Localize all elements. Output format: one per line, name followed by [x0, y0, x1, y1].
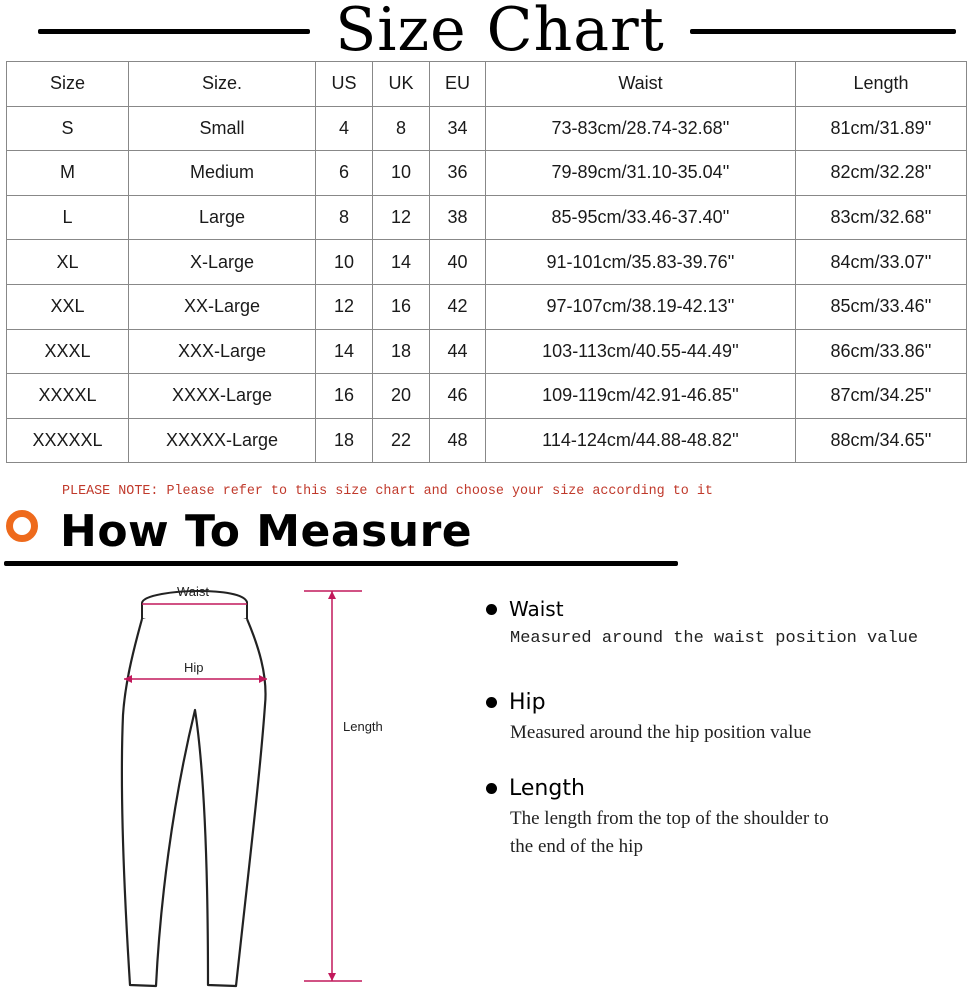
header-uk: UK	[373, 62, 430, 107]
diagram-label-length: Length	[343, 719, 383, 734]
cell-length: 88cm/34.65''	[796, 418, 967, 463]
cell-length: 84cm/33.07''	[796, 240, 967, 285]
header-waist: Waist	[486, 62, 796, 107]
cell-waist: 85-95cm/33.46-37.40''	[486, 195, 796, 240]
cell-size: L	[7, 195, 129, 240]
cell-eu: 34	[430, 106, 486, 151]
measure-name: Hip	[509, 690, 546, 715]
bullet-dot-icon	[486, 783, 497, 794]
cell-length: 82cm/32.28''	[796, 151, 967, 196]
length-arrow-top	[328, 591, 336, 599]
measure-item-waist	[486, 597, 956, 653]
bullet-dot-icon	[486, 697, 497, 708]
table-row	[7, 151, 967, 196]
table-row	[7, 284, 967, 329]
cell-us: 8	[316, 195, 373, 240]
cell-size: XXXXXL	[7, 418, 129, 463]
cell-size: XXXXL	[7, 374, 129, 419]
header-size-name: Size.	[129, 62, 316, 107]
cell-size: XXXL	[7, 329, 129, 374]
cell-us: 10	[316, 240, 373, 285]
title-rule-left	[38, 29, 310, 34]
cell-eu: 36	[430, 151, 486, 196]
cell-uk: 18	[373, 329, 430, 374]
table-row	[7, 195, 967, 240]
diagram-label-waist: Waist	[177, 584, 210, 599]
section-rule	[4, 561, 678, 566]
cell-us: 6	[316, 151, 373, 196]
cell-length: 85cm/33.46''	[796, 284, 967, 329]
size-chart-table	[6, 61, 967, 463]
cell-waist: 109-119cm/42.91-46.85''	[486, 374, 796, 419]
cell-uk: 22	[373, 418, 430, 463]
measure-description: Measured around the hip position value	[510, 722, 812, 743]
cell-length: 81cm/31.89''	[796, 106, 967, 151]
cell-eu: 48	[430, 418, 486, 463]
table-row	[7, 374, 967, 419]
cell-length: 83cm/32.68''	[796, 195, 967, 240]
cell-size-name: XX-Large	[129, 284, 316, 329]
cell-eu: 46	[430, 374, 486, 419]
cell-eu: 40	[430, 240, 486, 285]
cell-us: 12	[316, 284, 373, 329]
measure-description	[510, 805, 956, 861]
table-row	[7, 240, 967, 285]
orange-ring-icon	[6, 510, 38, 542]
cell-waist: 79-89cm/31.10-35.04''	[486, 151, 796, 196]
measure-name: Length	[509, 776, 585, 801]
cell-size-name: X-Large	[129, 240, 316, 285]
header-size: Size	[7, 62, 129, 107]
title-row	[0, 0, 974, 65]
cell-uk: 14	[373, 240, 430, 285]
how-to-measure-title: How To Measure	[60, 506, 473, 557]
cell-size-name: Medium	[129, 151, 316, 196]
cell-size: XXL	[7, 284, 129, 329]
cell-uk: 10	[373, 151, 430, 196]
measure-description-line: The length from the top of the shoulder to	[510, 808, 829, 829]
cell-eu: 38	[430, 195, 486, 240]
cell-waist: 97-107cm/38.19-42.13''	[486, 284, 796, 329]
table-header-row	[7, 62, 967, 107]
cell-eu: 42	[430, 284, 486, 329]
cell-us: 4	[316, 106, 373, 151]
cell-length: 86cm/33.86''	[796, 329, 967, 374]
cell-size-name: XXX-Large	[129, 329, 316, 374]
cell-size: M	[7, 151, 129, 196]
cell-size: XL	[7, 240, 129, 285]
cell-us: 14	[316, 329, 373, 374]
measure-name: Waist	[509, 597, 564, 621]
measure-description: Measured around the waist position value	[510, 629, 919, 648]
cell-us: 16	[316, 374, 373, 419]
size-note: PLEASE NOTE: Please refer to this size chart and choose your size according to it	[62, 484, 713, 499]
cell-size-name: Large	[129, 195, 316, 240]
cell-waist: 73-83cm/28.74-32.68''	[486, 106, 796, 151]
measure-description-line: the end of the hip	[510, 836, 643, 857]
bullet-dot-icon	[486, 604, 497, 615]
cell-eu: 44	[430, 329, 486, 374]
cell-uk: 12	[373, 195, 430, 240]
cell-size-name: Small	[129, 106, 316, 151]
title-rule-right	[690, 29, 956, 34]
length-arrow-bottom	[328, 973, 336, 981]
cell-waist: 114-124cm/44.88-48.82''	[486, 418, 796, 463]
cell-size-name: XXXX-Large	[129, 374, 316, 419]
diagram-label-hip: Hip	[184, 660, 204, 675]
table-row	[7, 106, 967, 151]
measure-item-length	[486, 776, 956, 861]
cell-uk: 16	[373, 284, 430, 329]
pants-diagram	[110, 575, 400, 992]
header-us: US	[316, 62, 373, 107]
header-length: Length	[796, 62, 967, 107]
table-row	[7, 329, 967, 374]
page-title: Size Chart	[335, 0, 665, 65]
cell-us: 18	[316, 418, 373, 463]
cell-waist: 103-113cm/40.55-44.49''	[486, 329, 796, 374]
cell-waist: 91-101cm/35.83-39.76''	[486, 240, 796, 285]
measure-item-hip	[486, 690, 956, 747]
cell-size: S	[7, 106, 129, 151]
cell-length: 87cm/34.25''	[796, 374, 967, 419]
cell-size-name: XXXXX-Large	[129, 418, 316, 463]
header-eu: EU	[430, 62, 486, 107]
cell-uk: 20	[373, 374, 430, 419]
table-row	[7, 418, 967, 463]
cell-uk: 8	[373, 106, 430, 151]
